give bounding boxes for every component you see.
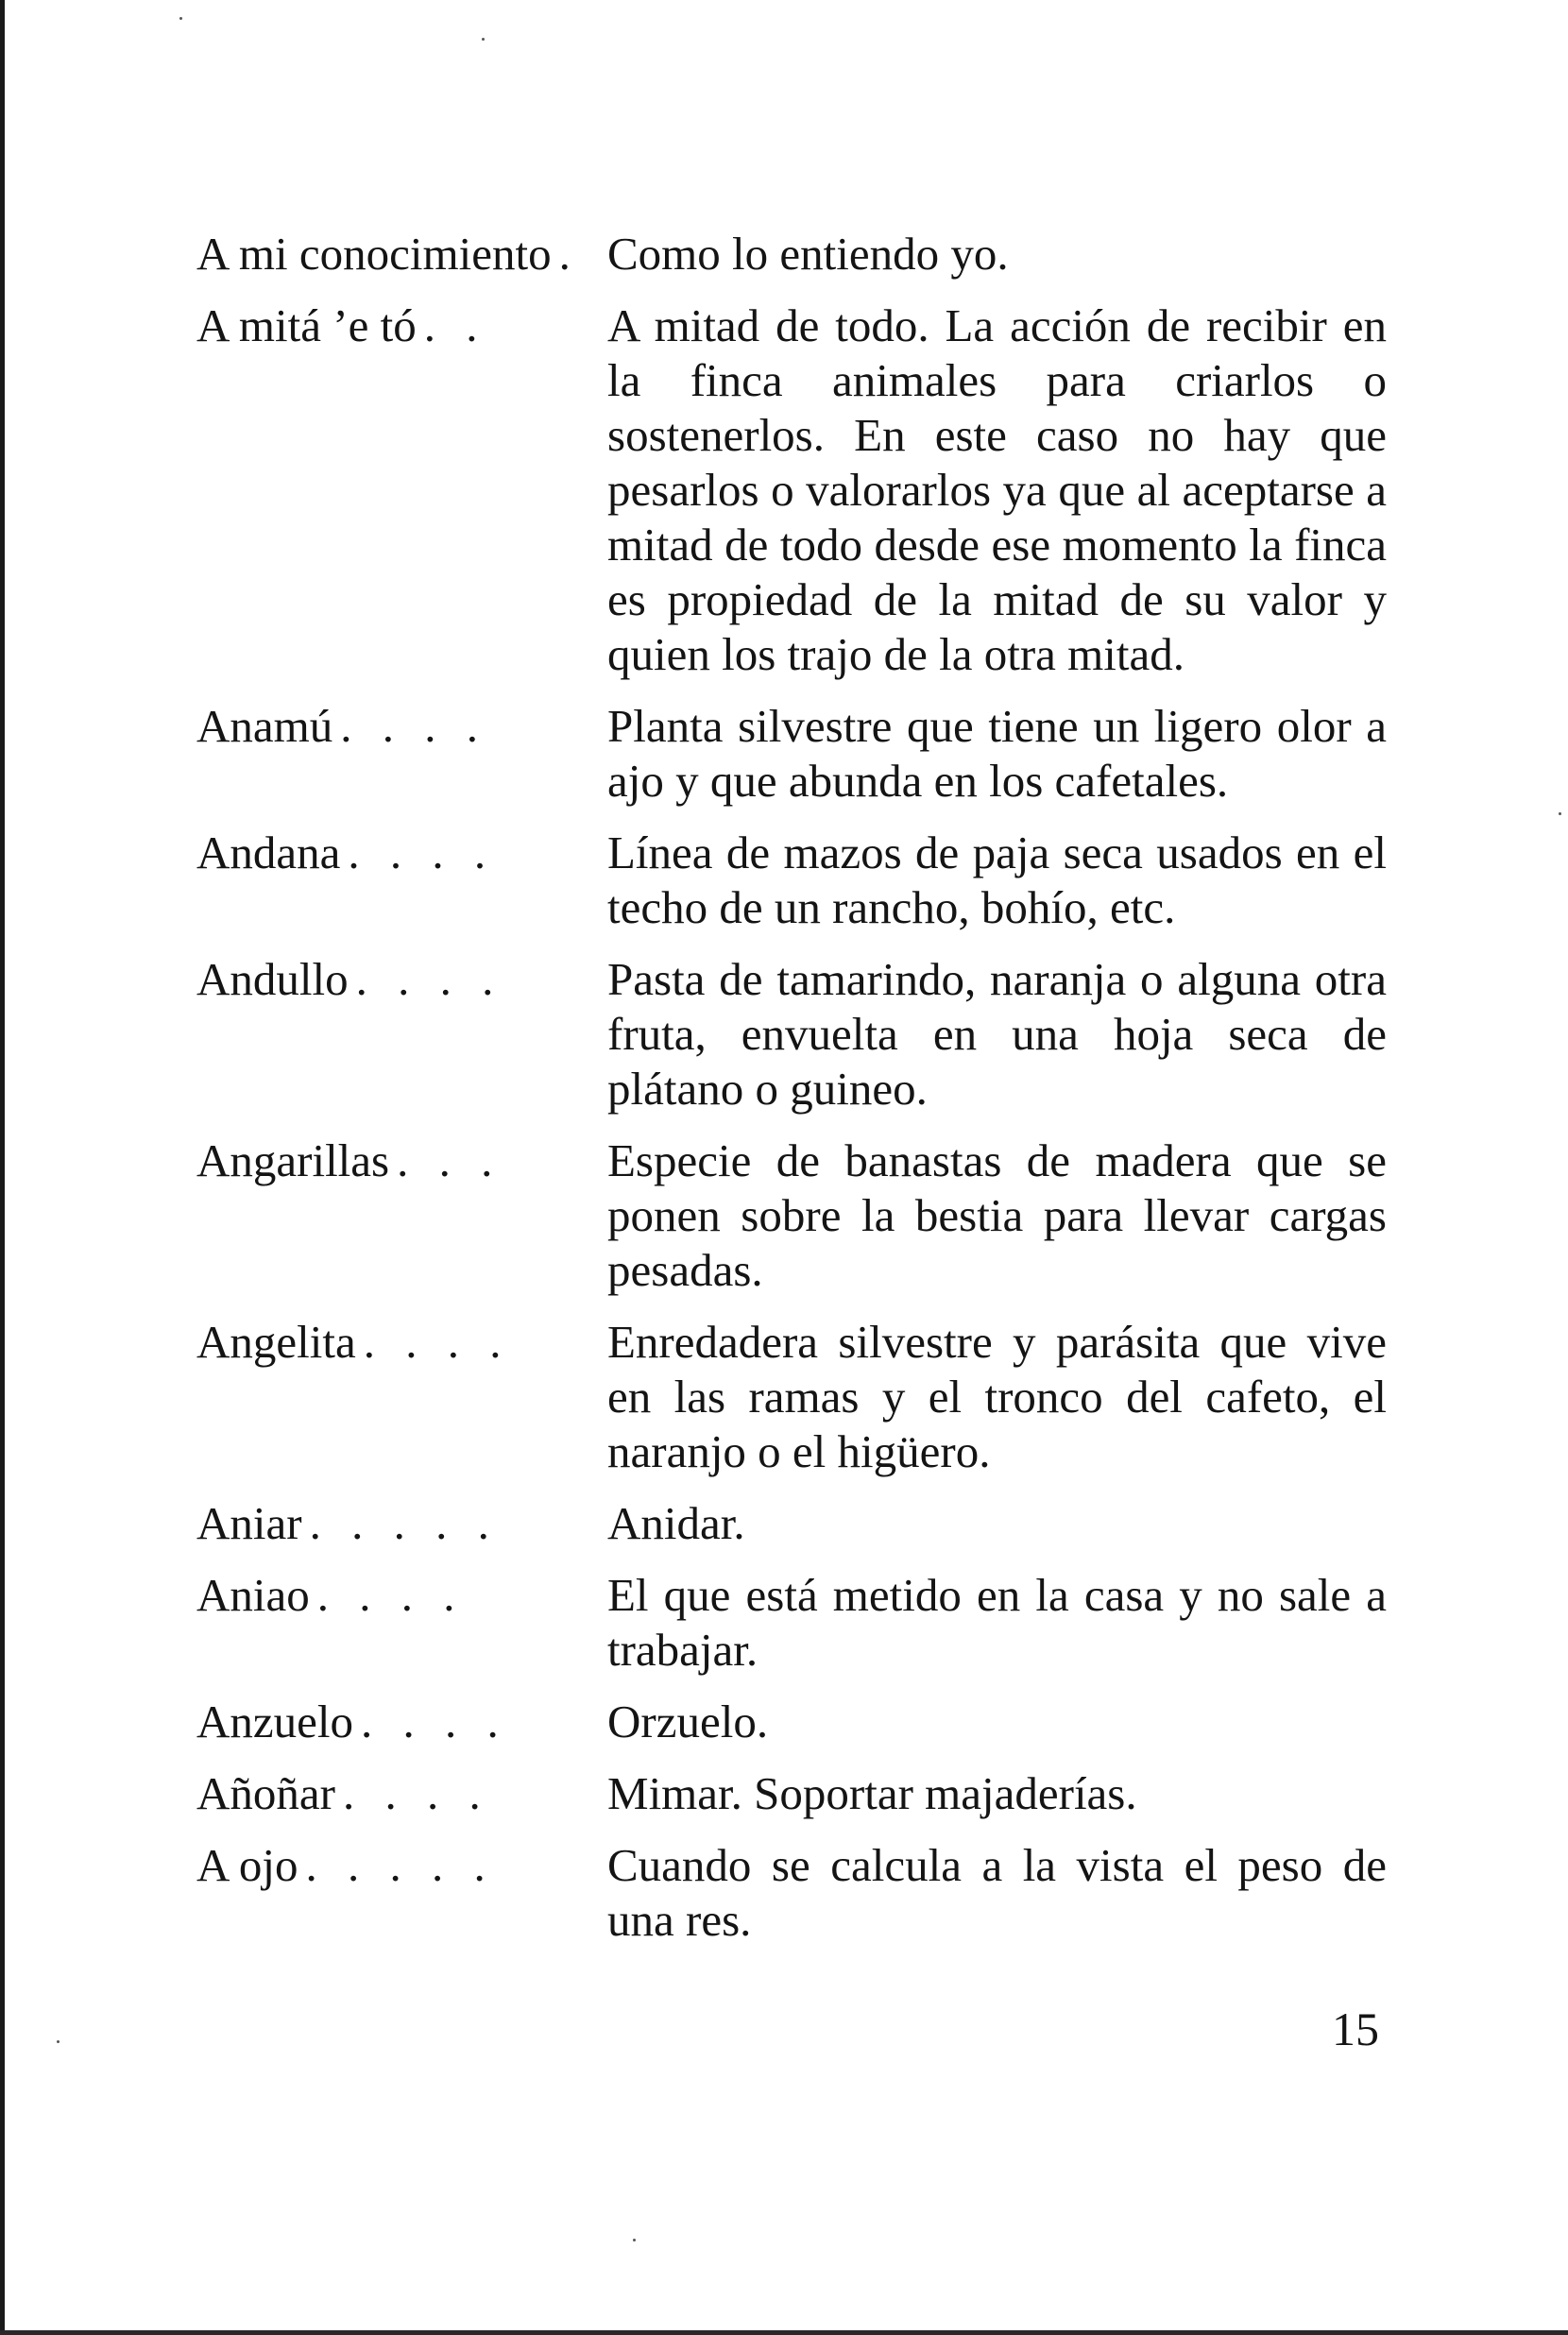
- leader-dots: . . . .: [363, 1316, 511, 1368]
- glossary-entry: [196, 1766, 1387, 1821]
- leader-dots: . . . . .: [309, 1497, 499, 1549]
- glossary-entry: [196, 227, 1387, 281]
- entry-definition: Cuando se calcula a la vista el peso de una res.: [607, 1839, 1387, 1946]
- leader-dots: . . . .: [355, 953, 503, 1005]
- glossary-entry: [196, 298, 1387, 682]
- entry-definition: Anidar.: [607, 1497, 745, 1549]
- glossary-entry: [196, 1695, 1387, 1749]
- leader-dots: . . . . .: [305, 1839, 495, 1891]
- glossary-entries: [196, 227, 1387, 1965]
- glossary-entry: [196, 1315, 1387, 1479]
- page-edge-left: [0, 0, 5, 2335]
- page-edge-bottom: [0, 2330, 1568, 2335]
- leader-dots: . . . .: [361, 1696, 508, 1747]
- entry-definition: Especie de banastas de madera que se ponen sobre la bestia para llevar cargas pesadas.: [607, 1134, 1387, 1296]
- entry-term: Aniao: [196, 1569, 310, 1621]
- entry-definition: Orzuelo.: [607, 1696, 769, 1747]
- glossary-entry: [196, 1133, 1387, 1298]
- page-number: 15: [1332, 2003, 1379, 2055]
- glossary-entry: [196, 1568, 1387, 1678]
- print-speck: [482, 38, 485, 41]
- glossary-entry: [196, 826, 1387, 935]
- entry-definition: Planta silvestre que tiene un ligero olor a ajo y que abunda en los cafetales.: [607, 700, 1387, 807]
- print-speck: [179, 17, 182, 20]
- glossary-entry: [196, 1838, 1387, 1948]
- leader-dots: . . . .: [342, 1767, 490, 1819]
- print-speck: [633, 2239, 636, 2241]
- entry-term: Anzuelo: [196, 1696, 353, 1747]
- entry-term: Anamú: [196, 700, 333, 752]
- leader-dots: . . . .: [340, 700, 487, 752]
- glossary-entry: [196, 952, 1387, 1116]
- entry-term: Angarillas: [196, 1134, 390, 1186]
- entry-term: A ojo: [196, 1839, 298, 1891]
- entry-term: Andullo: [196, 953, 349, 1005]
- leader-dots: .: [558, 228, 580, 280]
- print-speck: [1559, 812, 1561, 815]
- entry-term: Angelita: [196, 1316, 356, 1368]
- entry-term: Aniar: [196, 1497, 302, 1549]
- entry-definition: Como lo entiendo yo.: [607, 228, 1009, 280]
- entry-definition: A mitad de todo. La acción de recibir en la finca animales para criarlos o sostenerlos. En este caso no hay que pesarlos o valorarlos ya que al aceptarse a mitad de todo desde ese momento la finca es propiedad de la mitad de su valor y quien los trajo de la otra mitad.: [607, 299, 1387, 680]
- entry-definition: El que está metido en la casa y no sale a trabajar.: [607, 1569, 1387, 1676]
- entry-definition: Mimar. Soportar majaderías.: [607, 1767, 1137, 1819]
- entry-term: A mitá ’e tó: [196, 299, 417, 351]
- leader-dots: . .: [423, 299, 487, 351]
- glossary-entry: [196, 1496, 1387, 1551]
- entry-term: Añoñar: [196, 1767, 335, 1819]
- glossary-entry: [196, 699, 1387, 809]
- leader-dots: . . . .: [316, 1569, 465, 1621]
- print-speck: [57, 2040, 60, 2043]
- entry-definition: Línea de mazos de paja seca usados en el techo de un rancho, bohío, etc.: [607, 827, 1387, 933]
- entry-definition: Pasta de tamarindo, naranja o alguna otra fruta, envuelta en una hoja seca de plátano o guineo.: [607, 953, 1387, 1115]
- leader-dots: . . . .: [348, 827, 496, 878]
- entry-term: A mi conocimiento: [196, 228, 552, 280]
- entry-definition: Enredadera silvestre y parásita que vive en las ramas y el tronco del cafeto, el naranjo o el higüero.: [607, 1316, 1387, 1477]
- entry-term: Andana: [196, 827, 341, 878]
- leader-dots: . . .: [397, 1134, 503, 1186]
